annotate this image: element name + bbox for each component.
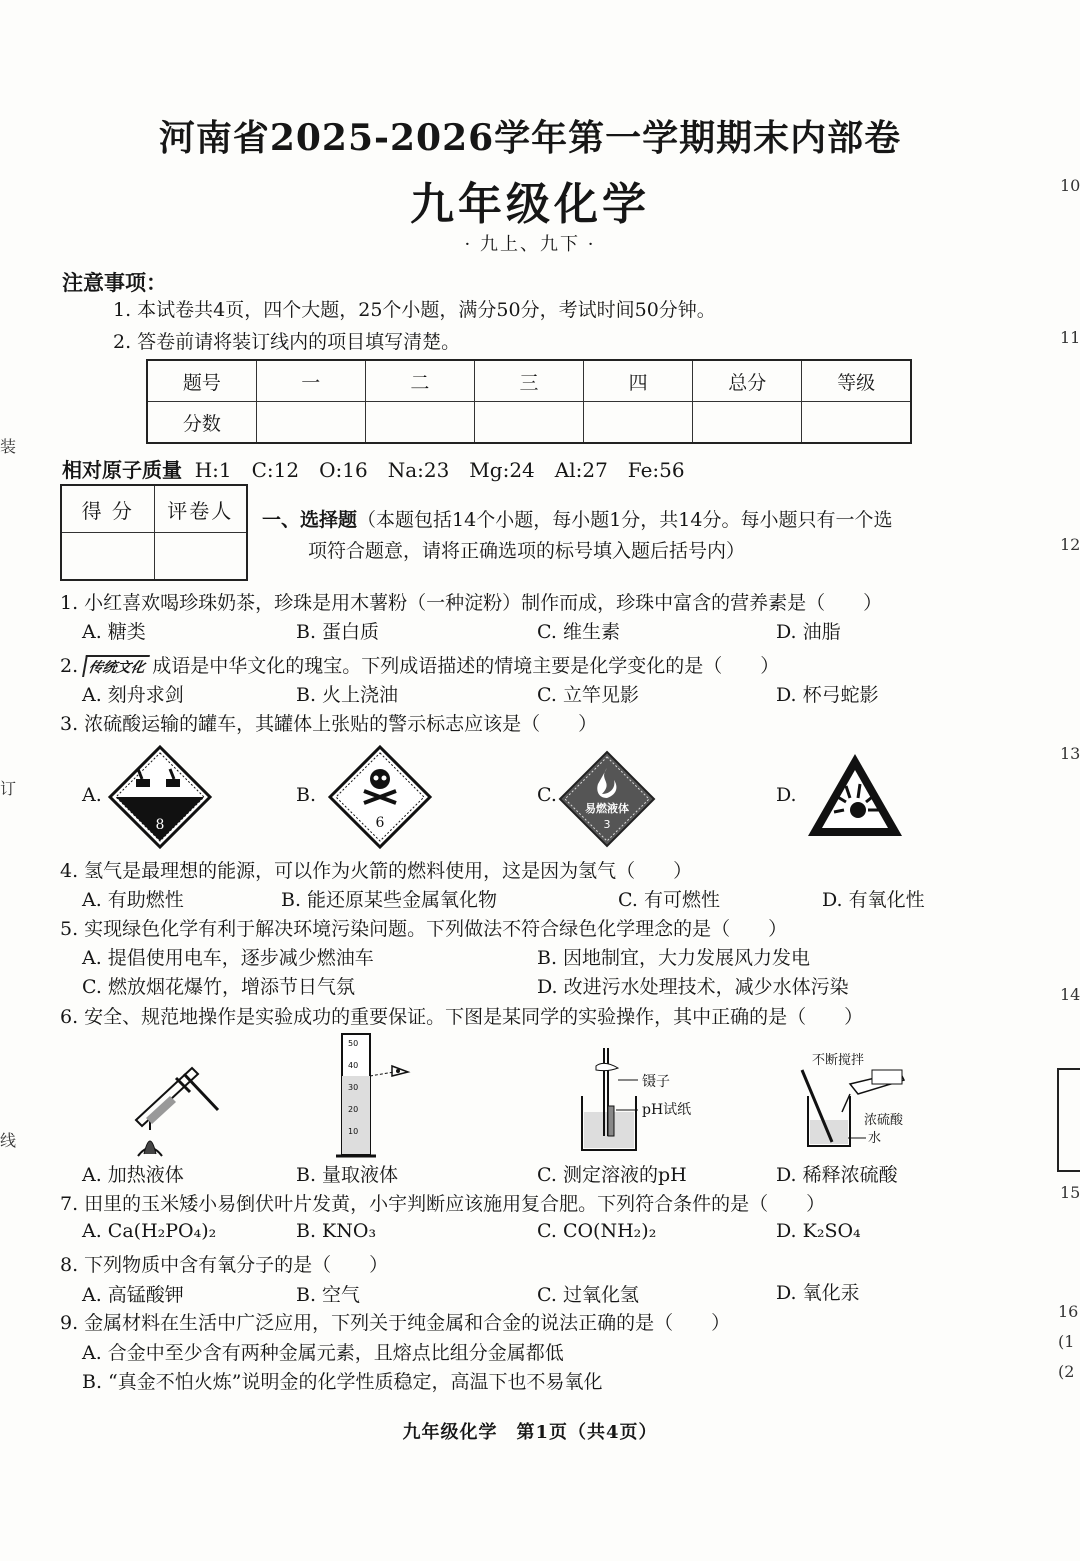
corrosive-class-number: 8 <box>155 817 165 833</box>
question-2-stem <box>60 651 779 678</box>
q3-option-a: A. <box>82 784 102 806</box>
page-footer: 九年级化学 第1页（共4页） <box>402 1422 658 1443</box>
q9-option-b: B. “真金不怕火炼”说明金的化学性质稳定，高温下也不易氧化 <box>82 1371 603 1393</box>
q2-option-b: B. 火上浇油 <box>296 684 399 706</box>
notice-item: 1. 本试卷共4页，四个大题，25个小题，满分50分，考试时间50分钟。 <box>113 299 716 321</box>
q1-option-d: D. 油脂 <box>776 621 841 643</box>
toxic-sign-icon <box>328 745 432 849</box>
q7-option-b: B. KNO₃ <box>296 1220 377 1242</box>
score-cell[interactable] <box>474 402 583 444</box>
heating-liquid-figure <box>118 1058 228 1158</box>
water-label: 水 <box>868 1131 882 1146</box>
q6-option-d: D. 稀释浓硫酸 <box>776 1164 898 1186</box>
q3-option-c: C. <box>537 784 557 806</box>
cylinder-tick-label: 50 <box>348 1039 359 1048</box>
toxic-class-number: 6 <box>375 815 385 831</box>
margin-number: 12 <box>1060 535 1080 554</box>
score-cell[interactable] <box>693 402 802 444</box>
score-cell[interactable] <box>365 402 474 444</box>
question-4-stem: 4. 氢气是最理想的能源，可以作为火箭的燃料使用，这是因为氢气（ ） <box>60 860 693 882</box>
margin-number: 10 <box>1060 176 1080 195</box>
q2-option-d: D. 杯弓蛇影 <box>776 684 879 706</box>
score-row-label: 分数 <box>147 402 256 444</box>
score-cell[interactable] <box>584 402 693 444</box>
question-6-stem: 6. 安全、规范地操作是实验成功的重要保证。下图是某同学的实验操作，其中正确的是（ ） <box>60 1006 864 1028</box>
q3-option-d: D. <box>776 784 797 806</box>
acid-label: 浓硫酸 <box>864 1113 904 1128</box>
grader-signature-cell[interactable] <box>154 533 247 581</box>
margin-number: 16 <box>1058 1302 1079 1321</box>
exam-title: 河南省2025-2026学年第一学期期末内部卷 <box>158 117 902 159</box>
dilute-acid-figure <box>796 1050 936 1156</box>
score-cell[interactable] <box>256 402 365 444</box>
margin-number: (2 <box>1058 1362 1075 1381</box>
score-table-header-cell: 二 <box>365 360 474 402</box>
q1-option-c: C. 维生素 <box>537 621 620 643</box>
atomic-mass-label: 相对原子质量 <box>62 458 182 482</box>
cylinder-tick-label: 10 <box>348 1127 359 1136</box>
traditional-culture-tag: 传统文化 <box>82 655 150 677</box>
section-1-desc: （本题包括14个小题，每小题1分，共14分。每小题只有一个选 <box>357 509 893 531</box>
q5-option-b: B. 因地制宜，大力发展风力发电 <box>537 947 811 969</box>
question-2-number: 2. <box>60 655 79 677</box>
q2-option-a: A. 刻舟求剑 <box>82 684 184 706</box>
atomic-mass-line <box>62 454 685 483</box>
explosive-warning-icon <box>806 752 904 838</box>
question-9-stem: 9. 金属材料在生活中广泛应用，下列关于纯金属和合金的说法正确的是（ ） <box>60 1312 731 1334</box>
binding-margin-char: 订 <box>0 779 17 798</box>
q4-option-d: D. 有氧化性 <box>822 889 925 911</box>
subject-title: 九年级化学 <box>410 179 650 230</box>
score-table-score-row <box>147 402 911 444</box>
q1-option-a: A. 糖类 <box>82 621 146 643</box>
flammable-class-number: 3 <box>603 818 611 831</box>
margin-box <box>1057 1068 1080 1172</box>
graduated-cylinder-figure <box>334 1032 434 1162</box>
score-table-header-cell: 三 <box>474 360 583 402</box>
q7-option-d: D. K₂SO₄ <box>776 1220 861 1242</box>
cylinder-tick-label: 20 <box>348 1105 359 1114</box>
stir-label: 不断搅拌 <box>812 1053 865 1068</box>
q3-option-b: B. <box>296 784 317 806</box>
q2-option-c: C. 立竿见影 <box>537 684 639 706</box>
binding-margin-char: 线 <box>0 1131 17 1150</box>
question-5-stem: 5. 实现绿色化学有利于解决环境污染问题。下列做法不符合绿色化学理念的是（ ） <box>60 918 788 940</box>
flammable-text: 易燃液体 <box>585 802 629 815</box>
grader-box <box>60 484 248 581</box>
q6-option-b: B. 量取液体 <box>296 1164 399 1186</box>
tweezers-label: 镊子 <box>642 1074 670 1090</box>
bleed-through-text: ⠀ <box>80 125 91 143</box>
score-cell[interactable] <box>802 402 911 444</box>
question-8-stem: 8. 下列物质中含有氧分子的是（ ） <box>60 1254 389 1276</box>
section-1-title: 一、选择题 <box>262 509 358 531</box>
score-table-header-cell: 等级 <box>802 360 911 402</box>
question-3-stem: 3. 浓硫酸运输的罐车，其罐体上张贴的警示标志应该是（ ） <box>60 713 598 735</box>
flammable-liquid-sign-icon <box>558 750 656 848</box>
cylinder-tick-label: 40 <box>348 1061 359 1070</box>
q6-option-c: C. 测定溶液的pH <box>537 1164 687 1186</box>
question-2-text: 成语是中华文化的瑰宝。下列成语描述的情境主要是化学变化的是（ ） <box>152 655 780 677</box>
atomic-mass-values: H:1 C:12 O:16 Na:23 Mg:24 Al:27 Fe:56 <box>194 458 685 482</box>
q8-option-a: A. 高锰酸钾 <box>82 1284 184 1306</box>
question-7-stem: 7. 田里的玉米矮小易倒伏叶片发黄，小宇判断应该施用复合肥。下列符合条件的是（ ） <box>60 1193 826 1215</box>
score-label: 得 分 <box>61 485 154 533</box>
score-table <box>146 359 912 444</box>
q1-option-b: B. 蛋白质 <box>296 621 380 643</box>
score-table-header-cell: 题号 <box>147 360 256 402</box>
q9-option-a: A. 合金中至少含有两种金属元素，且熔点比组分金属都低 <box>82 1342 564 1364</box>
q5-option-d: D. 改进污水处理技术，减少水体污染 <box>537 976 849 998</box>
margin-number: 15 <box>1060 1183 1080 1202</box>
ph-test-figure <box>574 1046 714 1152</box>
score-table-header-cell: 一 <box>256 360 365 402</box>
score-table-header-cell: 四 <box>584 360 693 402</box>
score-table-header-row <box>147 360 911 402</box>
notice-heading: 注意事项： <box>62 270 167 295</box>
corrosive-sign-icon <box>108 745 212 849</box>
q4-option-c: C. 有可燃性 <box>618 889 720 911</box>
question-1-stem: 1. 小红喜欢喝珍珠奶茶，珍珠是用木薯粉（一种淀粉）制作而成，珍珠中富含的营养素是（ ） <box>60 592 883 614</box>
q4-option-a: A. 有助燃性 <box>82 889 184 911</box>
q5-option-a: A. 提倡使用电车，逐步减少燃油车 <box>82 947 374 969</box>
notice-item: 2. 答卷前请将装订线内的项目填写清楚。 <box>113 331 461 353</box>
q7-option-c: C. CO(NH₂)₂ <box>537 1220 657 1242</box>
margin-number: 11 <box>1060 328 1080 347</box>
exam-scope: · 九上、九下 · <box>464 234 596 255</box>
q4-option-b: B. 能还原某些金属氧化物 <box>281 889 498 911</box>
margin-number: 13 <box>1060 744 1080 763</box>
section-1-desc-cont: 项符合题意，请将正确选项的标号填入题后括号内） <box>308 540 746 562</box>
section-1-heading <box>262 505 1007 567</box>
q8-option-b: B. 空气 <box>296 1284 361 1306</box>
q5-option-c: C. 燃放烟花爆竹，增添节日气氛 <box>82 976 355 998</box>
q8-option-c: C. 过氧化氢 <box>537 1284 639 1306</box>
margin-number: (1 <box>1058 1332 1075 1351</box>
grader-label: 评卷人 <box>154 485 247 533</box>
cylinder-tick-label: 30 <box>348 1083 359 1092</box>
ph-paper-label: pH试纸 <box>642 1102 692 1118</box>
margin-number: 14 <box>1060 985 1080 1004</box>
q6-option-a: A. 加热液体 <box>82 1164 184 1186</box>
q8-option-d: D. 氧化汞 <box>776 1282 860 1304</box>
binding-margin-char: 装 <box>0 437 17 456</box>
section-score-cell[interactable] <box>61 533 154 581</box>
score-table-header-cell: 总分 <box>693 360 802 402</box>
q7-option-a: A. Ca(H₂PO₄)₂ <box>82 1220 217 1242</box>
